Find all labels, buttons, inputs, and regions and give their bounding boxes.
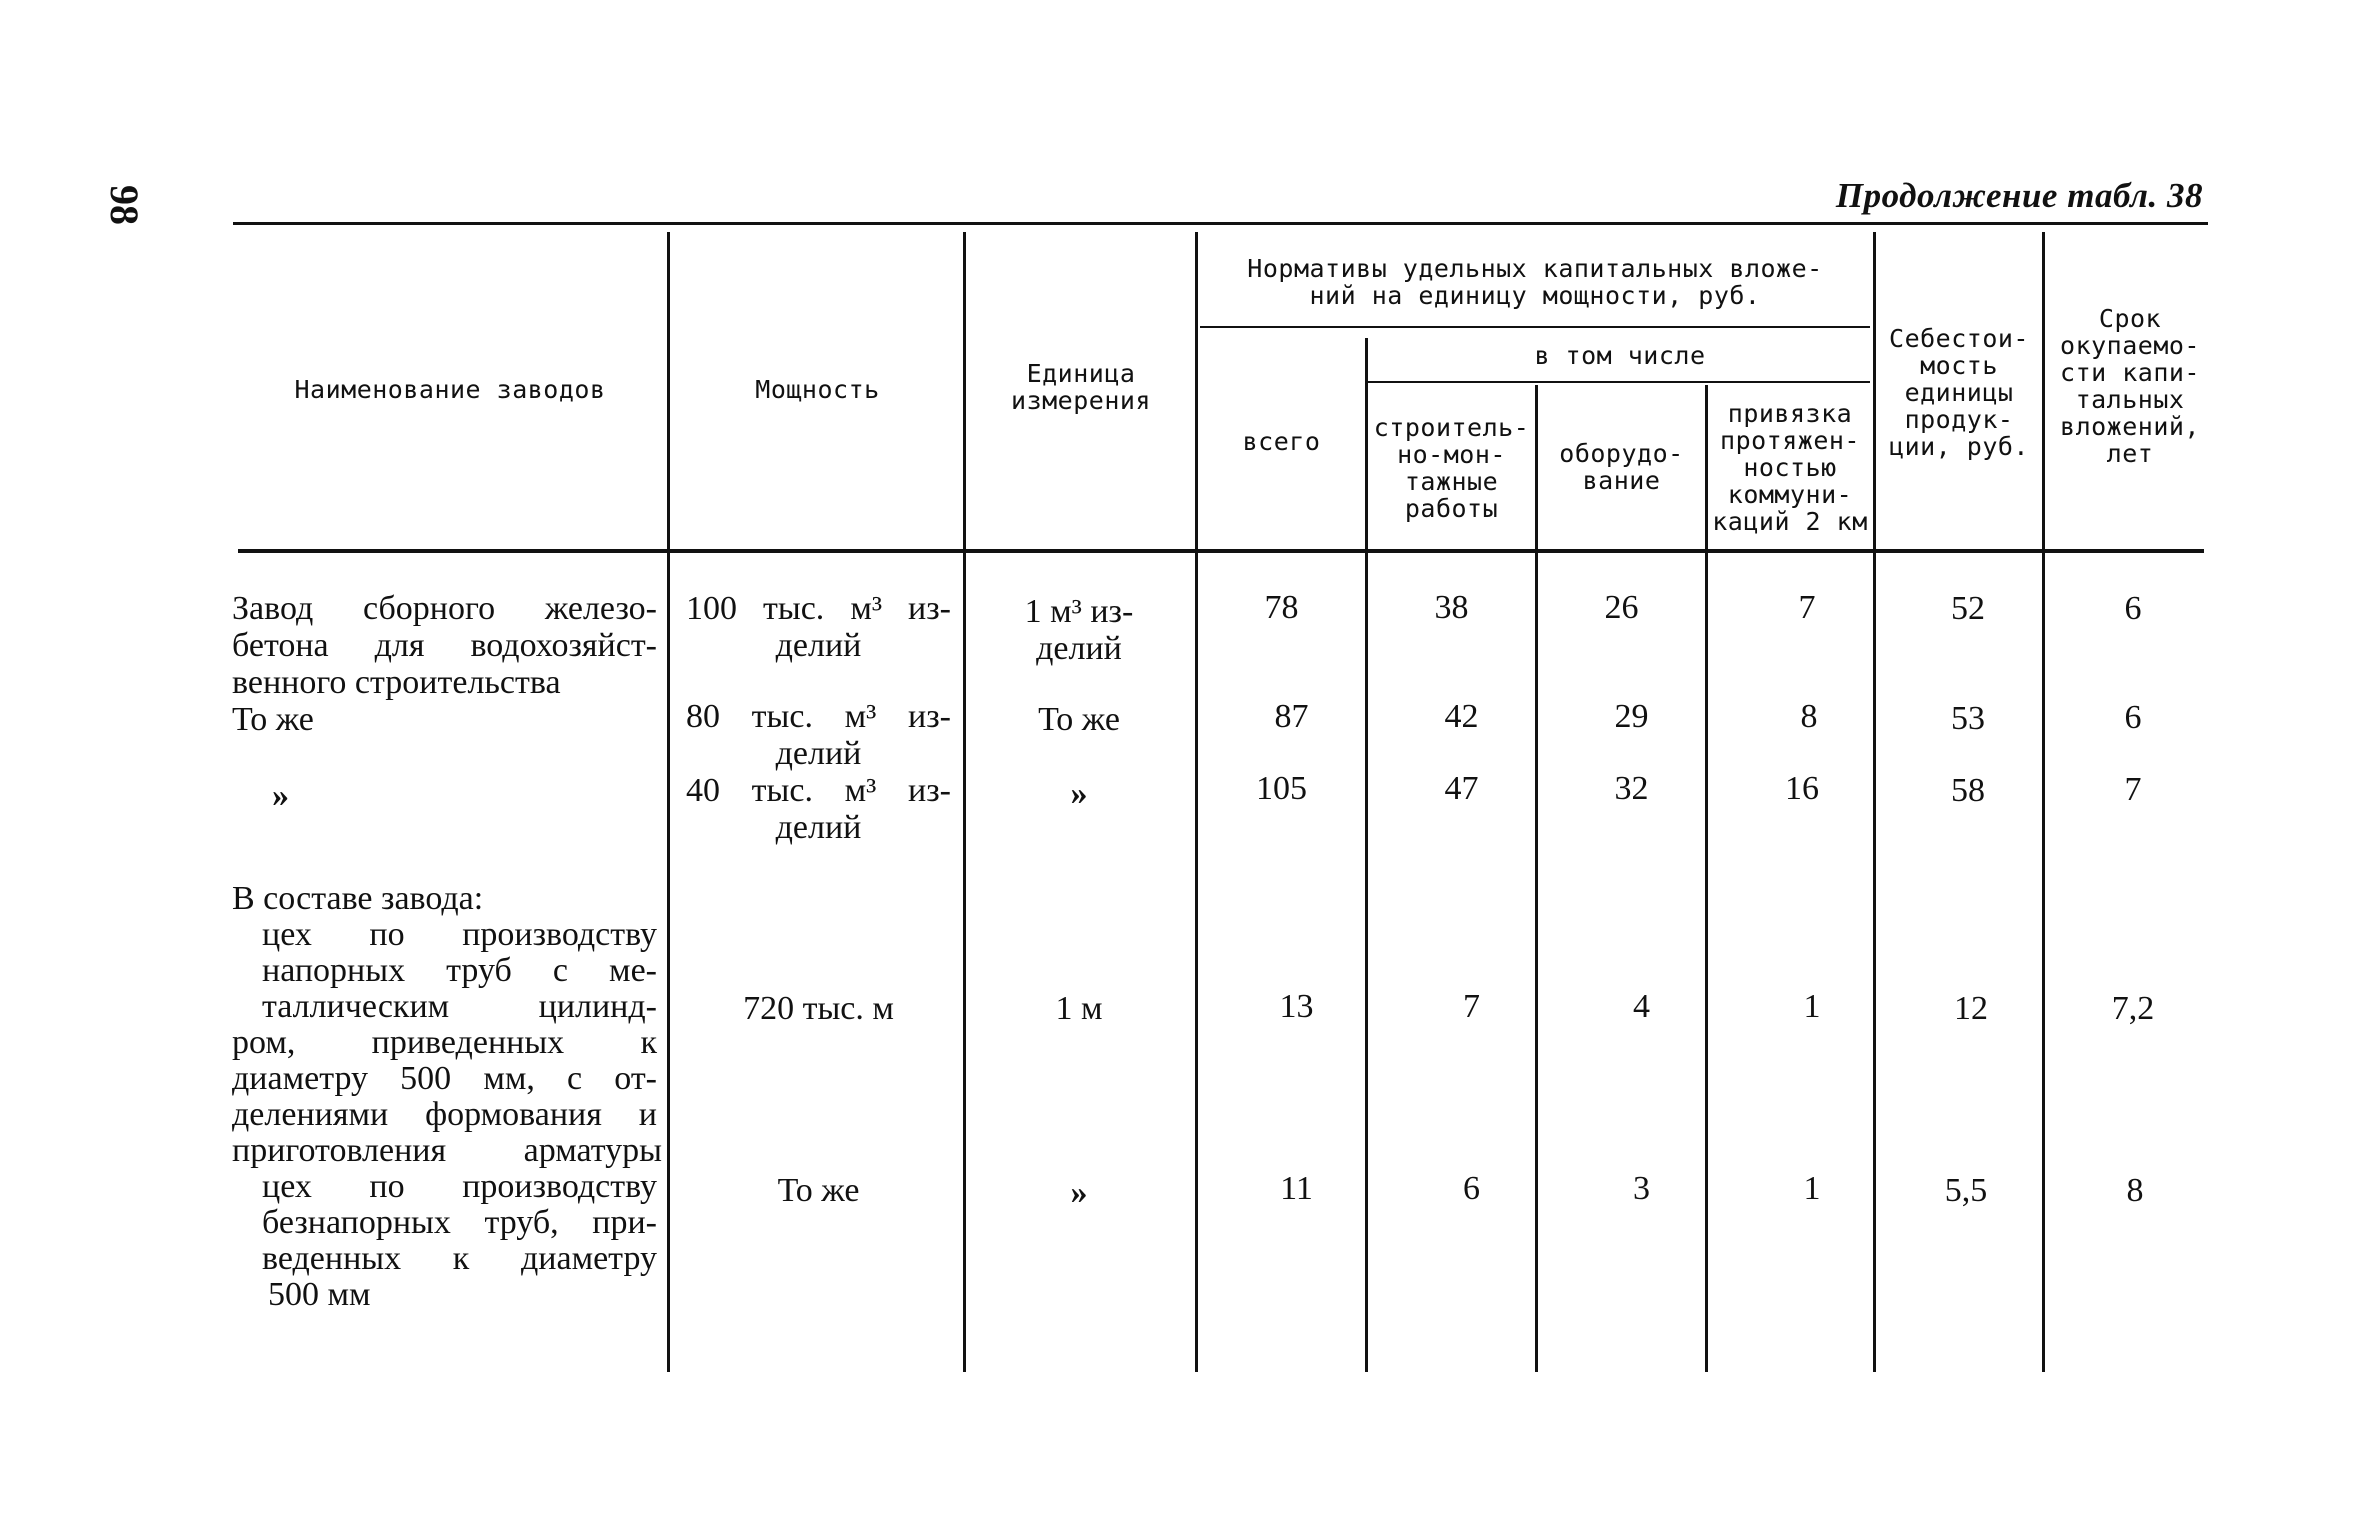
row-unit-cost: 53 — [1951, 700, 1985, 737]
row-binding: 8 — [1800, 698, 1818, 735]
row-unit-cost: 58 — [1951, 772, 1985, 809]
row-name-line: » — [272, 777, 289, 814]
row-binding: 1 — [1803, 988, 1821, 1025]
row-payback: 8 — [2126, 1172, 2144, 1209]
col-rule-4 — [1365, 338, 1368, 1372]
row-name-line: венного строительства — [232, 664, 561, 701]
row-payback: 7,2 — [2111, 990, 2155, 1027]
row-unit-cost: 5,5 — [1944, 1172, 1988, 1209]
row-name-line: 500 мм — [268, 1276, 371, 1313]
header-capacity: Мощность — [755, 375, 880, 404]
row-name-line: бетона для водохозяйст- — [232, 627, 657, 664]
row-name-line: напорных труб с ме- — [262, 952, 657, 989]
header-unit-cost: Себестои- мость единицы продук- ции, руб. — [1889, 324, 2029, 461]
header-unit: Единица измерения — [1011, 359, 1151, 415]
row-name-line: диаметру 500 мм, с от- — [232, 1060, 657, 1097]
row-payback: 6 — [2124, 590, 2142, 627]
col-rule-1 — [667, 232, 670, 1372]
header-total: всего — [1242, 427, 1321, 456]
table-continuation-caption: Продолжение табл. 38 — [1835, 176, 2203, 215]
header-equipment: оборудо- вание — [1559, 439, 1684, 495]
row-total: 78 — [1264, 589, 1299, 626]
header-investment-norms: Нормативы удельных капитальных вложе- ний на единицу мощности, руб. — [1247, 254, 1823, 310]
row-name-line: таллическим цилинд- — [262, 988, 657, 1025]
row-capacity-line: делий — [775, 627, 862, 664]
row-capacity-line: То же — [777, 1172, 860, 1209]
row-name-line: То же — [232, 701, 314, 738]
col-rule-3 — [1195, 232, 1198, 1372]
header-construction: строитель- но-мон- тажные работы — [1373, 413, 1530, 523]
row-capacity-line: 720 тыс. м — [743, 990, 894, 1027]
norms-header-rule — [1200, 326, 1870, 328]
row-payback: 7 — [2124, 771, 2142, 808]
row-capacity-line: 100 тыс. м³ из- — [686, 590, 951, 627]
row-name-line: приготовления арматуры — [232, 1132, 662, 1169]
row-name-line: безнапорных труб, при- — [262, 1204, 657, 1241]
row-name-line: делениями формования и — [232, 1096, 657, 1133]
row-total: 11 — [1280, 1170, 1313, 1207]
row-binding: 1 — [1803, 1170, 1821, 1207]
row-unit-cost: 52 — [1951, 590, 1985, 627]
row-unit-line: делий — [1036, 630, 1122, 667]
row-binding: 16 — [1785, 770, 1819, 807]
row-equipment: 29 — [1614, 698, 1649, 735]
row-unit-line: 1 м — [1055, 990, 1103, 1027]
row-unit-line: » — [1070, 775, 1088, 812]
row-capacity-line: делий — [775, 735, 862, 772]
row-name-line: веденных к диаметру — [262, 1240, 657, 1277]
col-rule-5 — [1535, 385, 1538, 1372]
table-top-rule — [233, 222, 2208, 225]
row-name-line: цех по производству — [262, 916, 657, 953]
row-construction: 6 — [1463, 1170, 1480, 1207]
row-construction: 7 — [1463, 988, 1480, 1025]
incl-header-rule — [1365, 381, 1870, 383]
row-equipment: 26 — [1604, 589, 1639, 626]
row-name-line: цех по производству — [262, 1168, 657, 1205]
row-capacity-line: 40 тыс. м³ из- — [686, 772, 951, 809]
header-including: в том числе — [1534, 341, 1706, 370]
row-total: 105 — [1256, 770, 1307, 807]
row-construction: 47 — [1444, 770, 1479, 807]
row-payback: 6 — [2124, 699, 2142, 736]
row-name-line: Завод сборного железо- — [232, 590, 657, 627]
row-equipment: 4 — [1633, 988, 1650, 1025]
col-rule-2 — [963, 232, 966, 1372]
row-unit-line: То же — [1038, 701, 1120, 738]
row-capacity-line: 80 тыс. м³ из- — [686, 698, 951, 735]
row-construction: 38 — [1434, 589, 1469, 626]
row-unit-cost: 12 — [1954, 990, 1988, 1027]
section-heading: В составе завода: — [232, 880, 484, 917]
row-equipment: 32 — [1614, 770, 1649, 807]
row-total: 13 — [1279, 988, 1314, 1025]
header-plant-name: Наименование заводов — [294, 375, 606, 404]
row-unit-line: 1 м³ из- — [1024, 593, 1134, 630]
row-construction: 42 — [1444, 698, 1479, 735]
row-unit-line: » — [1070, 1174, 1088, 1211]
row-binding: 7 — [1798, 589, 1816, 626]
row-capacity-line: делий — [775, 809, 862, 846]
row-total: 87 — [1274, 698, 1309, 735]
page-number: 98 — [102, 185, 147, 225]
header-binding: привязка протяжен- ностью коммуни- каций 2 км — [1712, 399, 1868, 536]
header-payback: Срок окупаемо- сти капи- тальных вложений, лет — [2060, 304, 2200, 468]
row-name-line: ром, приведенных к — [232, 1024, 657, 1061]
header-bottom-rule — [238, 549, 2204, 553]
row-equipment: 3 — [1633, 1170, 1650, 1207]
